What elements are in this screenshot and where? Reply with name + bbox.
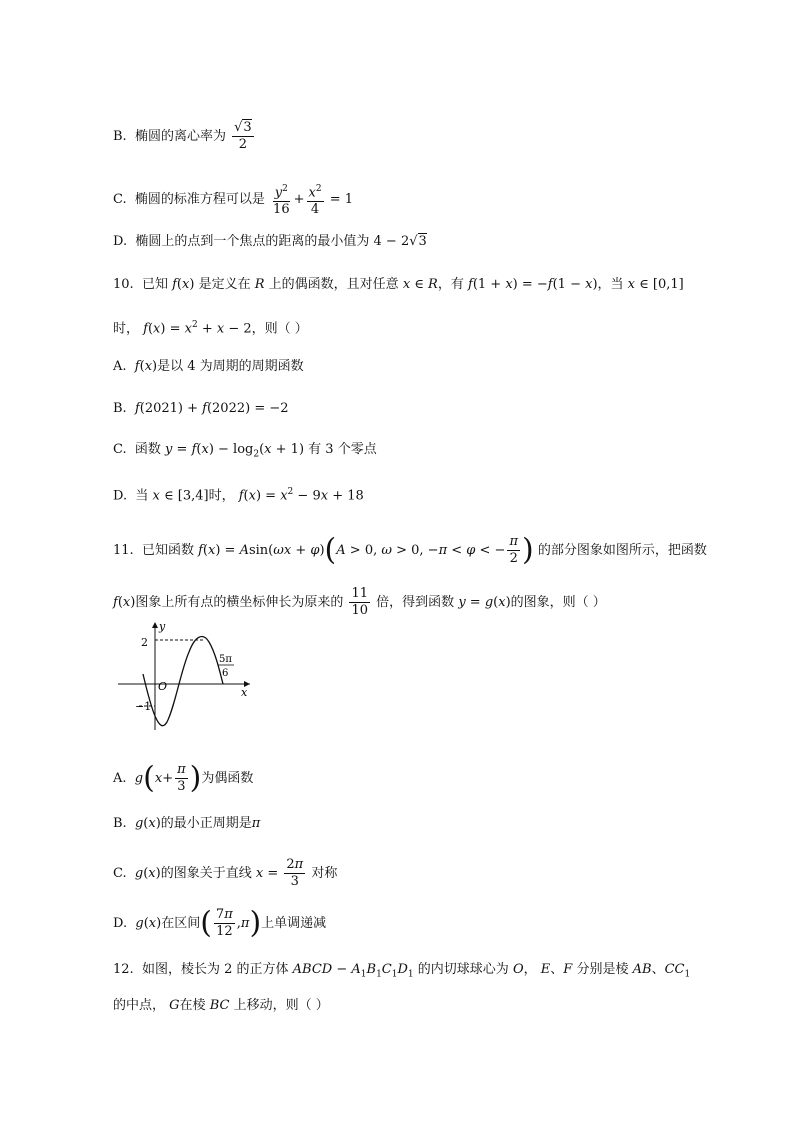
option-label: A. bbox=[113, 771, 127, 786]
option-label: C. bbox=[113, 192, 127, 208]
option-10a: A. f(x)是以 4 为周期的周期函数 bbox=[113, 359, 304, 374]
option-text: 椭圆的离心率为 bbox=[134, 129, 226, 144]
stem-text: 在棱 bbox=[179, 998, 206, 1013]
stem-text: ，当 bbox=[597, 277, 624, 292]
fraction: $\frac{x^2}{4}$ bbox=[307, 181, 324, 218]
option-label: D. bbox=[113, 234, 128, 249]
option-11c: C. g(x)的图象关于直线 x = $\frac{2\pi}{3}$ 对称 bbox=[113, 857, 338, 889]
origin-label: O bbox=[158, 680, 168, 693]
option-label: C. bbox=[113, 442, 127, 457]
question-12-stem-cont: 的中点， G在棱 BC 上移动，则（ ） bbox=[113, 998, 329, 1013]
option-text: 在区间 bbox=[161, 916, 201, 931]
stem-text: 、 bbox=[550, 962, 564, 977]
option-11a: A. g(x+ $\frac{\pi}{3}$ )为偶函数 bbox=[113, 760, 254, 796]
question-12-stem: 12. 如图，棱长为 2 的正方体 ABCD − $A_1B_1C_1D_1$ 的内切球球心为 O， E、F 分别是棱 AB、$CC_1$ bbox=[113, 962, 691, 980]
stem-text: 上移动，则（ ） bbox=[233, 998, 329, 1013]
fraction: $\frac{11}{10}$ bbox=[351, 586, 369, 618]
option-10b: B. f(2021) + f(2022) = −2 bbox=[113, 401, 289, 416]
tick-2: 2 bbox=[141, 636, 148, 649]
option-text: 时， bbox=[208, 488, 235, 504]
option-text: 上单调递减 bbox=[261, 916, 327, 931]
stem-text: 已知函数 bbox=[141, 543, 194, 558]
fraction: $\frac{7\pi}{12}$ bbox=[215, 907, 233, 939]
fraction: $\frac{\pi}{3}$ bbox=[177, 762, 186, 794]
option-text: 当 bbox=[135, 488, 149, 504]
stem-text: 是定义在 bbox=[198, 277, 251, 292]
fraction: $\frac{y^2}{16}$ bbox=[271, 181, 292, 218]
stem-text: 图象上所有点的横坐标伸长为原来的 bbox=[135, 595, 344, 610]
option-label: C. bbox=[113, 866, 127, 881]
sine-graph bbox=[115, 618, 255, 733]
option-label: D. bbox=[113, 916, 128, 931]
stem-text: 的内切球球心为 bbox=[417, 962, 509, 977]
tick-neg1: −1 bbox=[135, 700, 152, 713]
stem-text: 的部分图象如图所示，把函数 bbox=[537, 543, 707, 558]
question-10-stem: 10. 已知 f(x) 是定义在 R 上的偶函数，且对任意 x ∈ R，有 f(1 + x) = −f(1 − x)，当 x ∈ [0,1] bbox=[113, 277, 684, 292]
option-text: 为偶函数 bbox=[201, 771, 254, 786]
stem-text: 分别是棱 bbox=[576, 962, 629, 977]
option-text: 的最小正周期是 bbox=[160, 816, 252, 831]
stem-text: 时， bbox=[113, 321, 140, 337]
question-11-stem: 11. 已知函数 f(x) = Asin(ωx + φ)(A > 0, ω > 0, −π < φ < − $\frac{\pi}{2}$ ) 的部分图象如图所示，把函数 bbox=[113, 532, 707, 568]
stem-text: 倍，得到函数 bbox=[376, 595, 455, 610]
option-text: 的图象关于直线 bbox=[160, 866, 252, 881]
option-label: B. bbox=[113, 401, 127, 416]
y-axis-arrow bbox=[152, 622, 158, 628]
option-label: A. bbox=[113, 359, 127, 374]
question-11-stem-cont: f(x)图象上所有点的横坐标伸长为原来的 $\frac{11}{10}$ 倍，得到函数 y = g(x)的图象，则（ ） bbox=[113, 586, 606, 618]
option-10d: D. 当 x ∈ [3,4]时， $f(x) = x^2 - 9x + 18$ bbox=[113, 487, 364, 504]
x-axis-label: x bbox=[241, 686, 248, 699]
stem-text: 、 bbox=[651, 962, 665, 977]
option-label: D. bbox=[113, 488, 128, 504]
option-text: 函数 bbox=[134, 442, 161, 457]
option-text: 椭圆上的点到一个焦点的距离的最小值为 bbox=[135, 234, 370, 249]
option-text: 椭圆的标准方程可以是 bbox=[134, 192, 265, 208]
option-9b bbox=[113, 120, 256, 153]
y-axis-label: y bbox=[159, 620, 166, 633]
stem-text: 已知 bbox=[141, 277, 168, 292]
stem-text: ，则（ ） bbox=[251, 321, 308, 337]
fraction: $\frac{√3}{2}$ bbox=[234, 120, 252, 152]
option-9d: D. 椭圆上的点到一个焦点的距离的最小值为 4 − 2√3 bbox=[113, 234, 427, 249]
option-11b: B. g(x)的最小正周期是π bbox=[113, 816, 261, 831]
stem-text: 的图象，则（ ） bbox=[510, 595, 606, 610]
option-text: 有 3 个零点 bbox=[308, 442, 377, 457]
tick-5pi6-num: 5π bbox=[219, 654, 232, 665]
fraction: $\frac{2\pi}{3}$ bbox=[286, 857, 304, 889]
option-text: 是以 4 为周期的周期函数 bbox=[157, 359, 304, 374]
option-label: B. bbox=[113, 129, 127, 144]
option-10c: C. 函数 $y = f(x) - \log_2(x + 1)$ 有 3 个零点 bbox=[113, 442, 377, 460]
stem-text: ， bbox=[523, 962, 537, 977]
stem-text: ，有 bbox=[437, 277, 464, 292]
fraction: $\frac{\pi}{2}$ bbox=[509, 534, 518, 566]
option-label: B. bbox=[113, 816, 127, 831]
option-11d: D. g(x)在区间( $\frac{7\pi}{12}$ ,π)上单调递减 bbox=[113, 905, 327, 941]
question-10-stem-cont: 时， $f(x) = x^2 + x - 2$，则（ ） bbox=[113, 320, 308, 337]
option-9c: C. 椭圆的标准方程可以是 $\frac{y^2}{16}$ + $\frac{x^2}{4}$ = 1 bbox=[113, 181, 353, 218]
stem-text: 上的偶函数，且对任意 bbox=[268, 277, 399, 292]
tick-5pi6-den: 6 bbox=[222, 668, 229, 679]
option-text: 对称 bbox=[311, 866, 338, 881]
question-number: 11. bbox=[113, 543, 134, 558]
question-number: 12. bbox=[113, 962, 134, 977]
stem-text: 如图，棱长为 2 的正方体 bbox=[141, 962, 289, 977]
stem-text: 的中点， bbox=[113, 998, 166, 1013]
question-number: 10. bbox=[113, 277, 134, 292]
